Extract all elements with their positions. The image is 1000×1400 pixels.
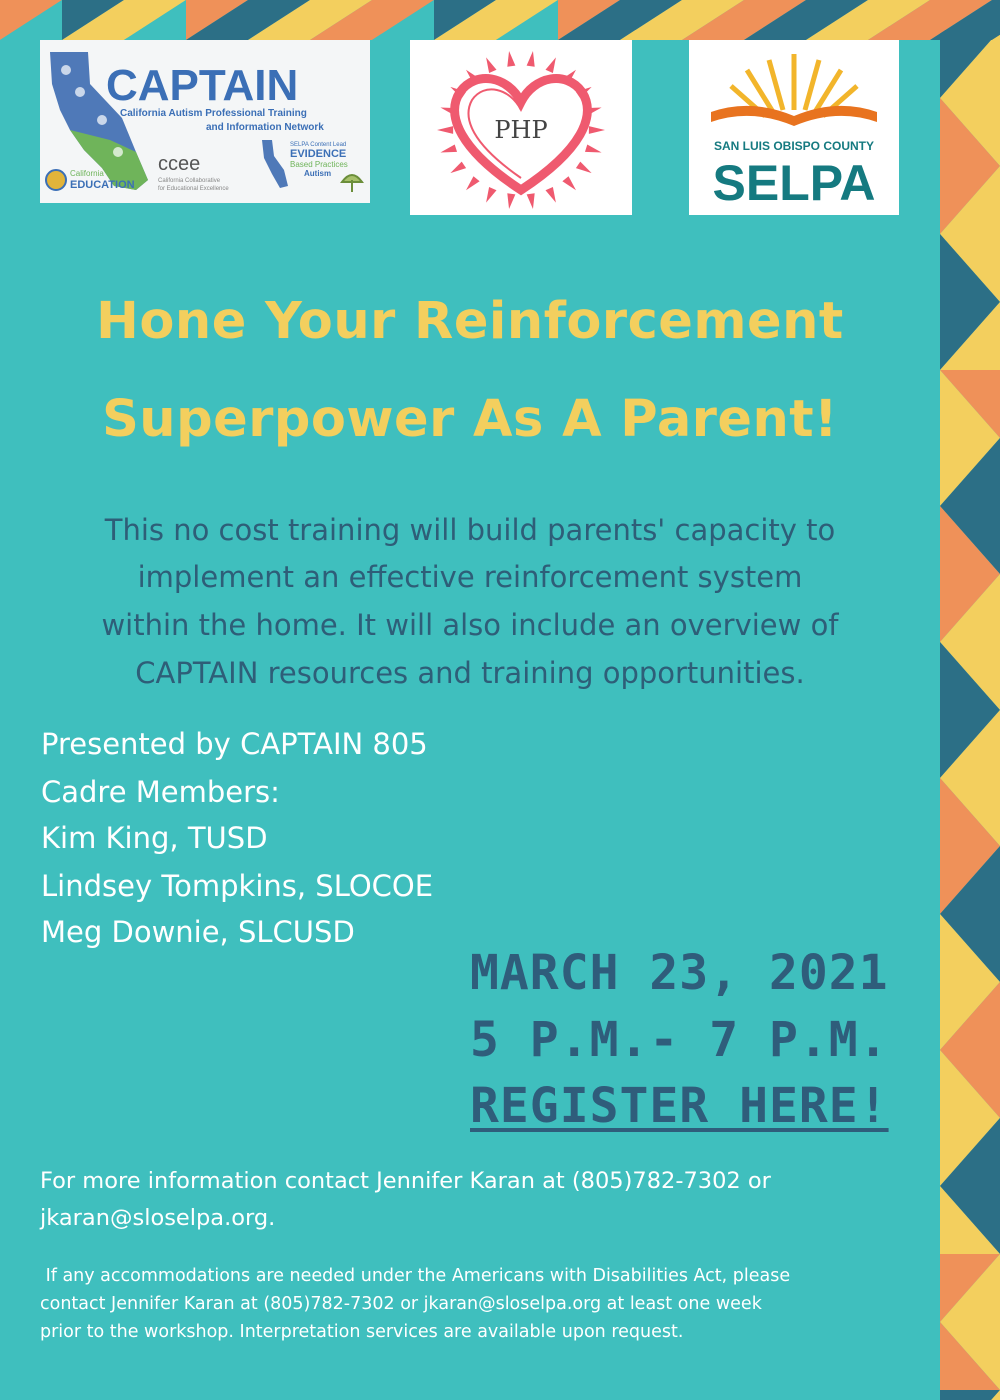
presenter-intro: Presented by CAPTAIN 805: [41, 727, 428, 761]
description-line: CAPTAIN resources and training opportunities.: [135, 656, 805, 690]
accommodations-line: prior to the workshop. Interpretation services are available upon request.: [40, 1322, 684, 1342]
selpa-county: SAN LUIS OBISPO COUNTY: [713, 139, 875, 153]
svg-text:and Information Network: and Information Network: [206, 122, 324, 133]
svg-text:California Autism Professional: California Autism Professional Training: [120, 108, 307, 119]
captain-logo: [40, 40, 370, 203]
presenter-name: Meg Downie, SLCUSD: [41, 915, 355, 949]
svg-text:ccee: ccee: [158, 153, 201, 175]
php-logo: [410, 40, 632, 215]
description-line: implement an effective reinforcement system: [137, 560, 803, 594]
svg-text:EDUCATION: EDUCATION: [70, 179, 135, 191]
register-link[interactable]: REGISTER HERE!: [470, 1078, 889, 1134]
presenter-name: Lindsey Tompkins, SLOCOE: [41, 869, 434, 903]
description-line: within the home. It will also include an overview of: [101, 608, 839, 642]
svg-text:EVIDENCE: EVIDENCE: [290, 148, 347, 160]
cde-seal-icon: [46, 170, 66, 190]
selpa-logo: [689, 40, 899, 215]
captain-name: CAPTAIN: [106, 61, 299, 110]
event-time: 5 P.M.- 7 P.M.: [470, 1012, 889, 1068]
svg-text:Based Practices: Based Practices: [290, 160, 348, 169]
headline-line-1: Hone Your Reinforcement: [96, 292, 844, 351]
description-line: This no cost training will build parents' capacity to: [104, 513, 836, 547]
php-text: PHP: [494, 116, 548, 144]
accommodations-line: If any accommodations are needed under the Americans with Disabilities Act, please: [40, 1266, 791, 1286]
accommodations-line: contact Jennifer Karan at (805)782-7302 or jkaran@sloselpa.org at least one week: [40, 1294, 762, 1314]
svg-text:Autism: Autism: [304, 169, 332, 178]
presenter-heading: Cadre Members:: [41, 775, 280, 809]
svg-text:California: California: [70, 169, 104, 178]
event-date: MARCH 23, 2021: [470, 945, 889, 1001]
tree-icon: [342, 175, 362, 192]
svg-text:for Educational Excellence: for Educational Excellence: [158, 186, 229, 192]
headline-line-2: Superpower As A Parent!: [102, 390, 838, 449]
svg-text:California Collaborative: California Collaborative: [158, 178, 221, 184]
svg-text:SELPA Content Lead: SELPA Content Lead: [290, 142, 347, 148]
contact-line: For more information contact Jennifer Karan at (805)782-7302 or: [40, 1168, 771, 1194]
presenter-name: Kim King, TUSD: [41, 821, 268, 855]
selpa-map-icon: [262, 140, 288, 188]
contact-email: jkaran@sloselpa.org.: [40, 1205, 276, 1231]
selpa-name: SELPA: [712, 155, 876, 211]
